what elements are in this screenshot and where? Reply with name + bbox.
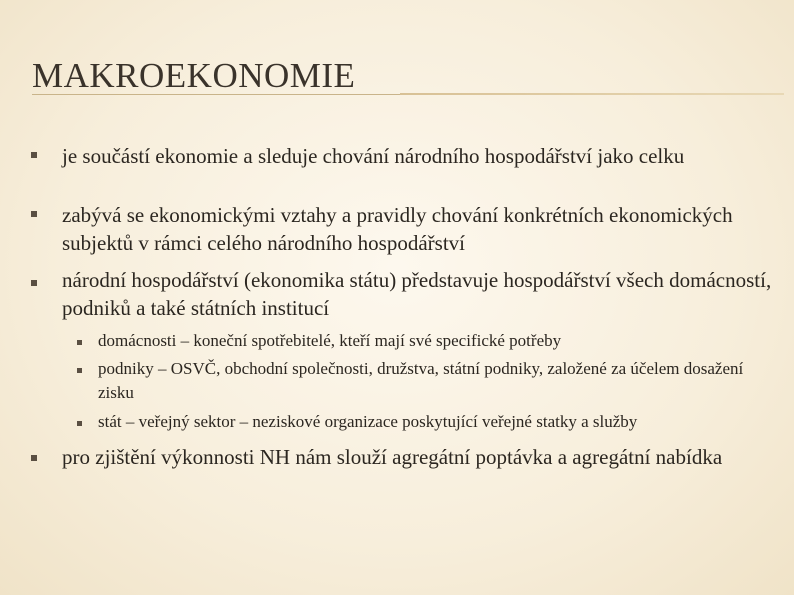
sub-bullet-item: podniky – OSVČ, obchodní společnosti, družstva, státní podniky, založené za účelem dosažení zisku: [98, 359, 744, 402]
bullet-marker: [31, 211, 37, 217]
bullet-marker: [31, 152, 37, 158]
bullet-item: pro zjištění výkonnosti NH nám slouží agregátní poptávka a agregátní nabídka: [62, 445, 723, 469]
title-accent-bar: [400, 93, 784, 95]
sub-bullet-item: domácnosti – koneční spotřebitelé, kteří mají své specifické potřeby: [98, 331, 562, 350]
bullet-marker: [31, 280, 37, 286]
sub-bullet-marker: [77, 421, 82, 426]
bullet-item: zabývá se ekonomickými vztahy a pravidly chování konkrétních ekonomických subjektů v rámci celého národního hospodářství: [62, 203, 733, 255]
sub-bullet-marker: [77, 340, 82, 345]
sub-bullet-marker: [77, 368, 82, 373]
sub-bullet-item: stát – veřejný sektor – neziskové organizace poskytující veřejné statky a služby: [98, 412, 638, 431]
slide-title: MAKROEKONOMIE: [32, 56, 356, 95]
bullet-item: národní hospodářství (ekonomika státu) představuje hospodářství všech domácností, podniků a také státních institucí: [62, 268, 772, 320]
bullet-marker: [31, 455, 37, 461]
bullet-item: je součástí ekonomie a sleduje chování národního hospodářství jako celku: [62, 144, 685, 168]
